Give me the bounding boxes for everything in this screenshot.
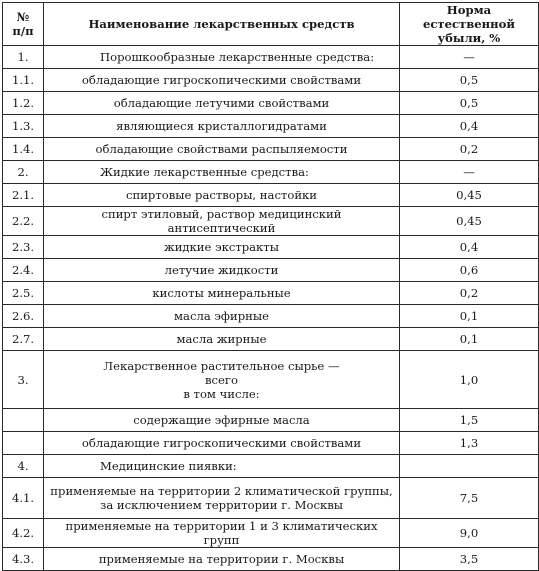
table-row	[3, 351, 539, 409]
row-norm: 0,4	[400, 115, 539, 138]
table-row	[3, 138, 539, 161]
row-norm: 0,45	[400, 184, 539, 207]
header-name: Наименование лекарственных средств	[44, 3, 400, 46]
row-norm: 0,5	[400, 69, 539, 92]
table-header-row	[3, 3, 539, 46]
table-row	[3, 409, 539, 432]
row-name: Медицинские пиявки:	[44, 455, 400, 478]
row-name: применяемые на территории 1 и 3 климатических групп	[44, 519, 400, 548]
row-norm: 0,1	[400, 305, 539, 328]
table-row	[3, 328, 539, 351]
table-row	[3, 259, 539, 282]
row-name: спиртовые растворы, настойки	[44, 184, 400, 207]
row-name: Лекарственное растительное сырье — всего в том числе:	[44, 351, 400, 409]
table-row	[3, 115, 539, 138]
row-number: 2.4.	[3, 259, 44, 282]
row-number: 2.3.	[3, 236, 44, 259]
row-norm: 1,5	[400, 409, 539, 432]
row-number	[3, 409, 44, 432]
table-row	[3, 432, 539, 455]
row-number: 1.2.	[3, 92, 44, 115]
row-number: 4.	[3, 455, 44, 478]
row-number: 4.2.	[3, 519, 44, 548]
header-number: № п/п	[3, 3, 44, 46]
row-name: жидкие экстракты	[44, 236, 400, 259]
row-number: 2.2.	[3, 207, 44, 236]
row-name: Жидкие лекарственные средства:	[44, 161, 400, 184]
norms-table	[2, 2, 539, 571]
row-number: 2.	[3, 161, 44, 184]
header-norm: Норма естественной убыли, %	[400, 3, 539, 46]
row-norm: 0,5	[400, 92, 539, 115]
row-norm: —	[400, 46, 539, 69]
row-name: являющиеся кристаллогидратами	[44, 115, 400, 138]
row-name: обладающие гигроскопическими свойствами	[44, 69, 400, 92]
table-row	[3, 46, 539, 69]
row-name: обладающие летучими свойствами	[44, 92, 400, 115]
row-name: кислоты минеральные	[44, 282, 400, 305]
row-name: применяемые на территории г. Москвы	[44, 548, 400, 571]
row-number	[3, 432, 44, 455]
table-row	[3, 478, 539, 519]
row-number: 1.1.	[3, 69, 44, 92]
row-name: масла жирные	[44, 328, 400, 351]
row-number: 2.7.	[3, 328, 44, 351]
row-norm	[400, 455, 539, 478]
table-row	[3, 548, 539, 571]
row-norm: 0,2	[400, 138, 539, 161]
row-norm: 0,1	[400, 328, 539, 351]
table-row	[3, 455, 539, 478]
table-row	[3, 161, 539, 184]
table-row	[3, 69, 539, 92]
row-number: 4.1.	[3, 478, 44, 519]
row-norm: 7,5	[400, 478, 539, 519]
row-name: применяемые на территории 2 климатической группы, за исключением территории г. Москвы	[44, 478, 400, 519]
row-norm: —	[400, 161, 539, 184]
row-norm: 0,6	[400, 259, 539, 282]
row-norm: 0,4	[400, 236, 539, 259]
row-number: 2.1.	[3, 184, 44, 207]
table-row	[3, 184, 539, 207]
row-name: масла эфирные	[44, 305, 400, 328]
norms-document	[2, 2, 538, 566]
row-number: 1.	[3, 46, 44, 69]
row-name: содержащие эфирные масла	[44, 409, 400, 432]
row-number: 2.6.	[3, 305, 44, 328]
row-number: 1.3.	[3, 115, 44, 138]
row-name: Порошкообразные лекарственные средства:	[44, 46, 400, 69]
row-name: летучие жидкости	[44, 259, 400, 282]
row-number: 4.3.	[3, 548, 44, 571]
row-norm: 0,2	[400, 282, 539, 305]
table-row	[3, 236, 539, 259]
row-name: обладающие свойствами распыляемости	[44, 138, 400, 161]
row-number: 3.	[3, 351, 44, 409]
table-row	[3, 282, 539, 305]
row-number: 2.5.	[3, 282, 44, 305]
row-name: спирт этиловый, раствор медицинский антисептический	[44, 207, 400, 236]
row-norm: 0,45	[400, 207, 539, 236]
table-row	[3, 519, 539, 548]
table-row	[3, 207, 539, 236]
row-norm: 9,0	[400, 519, 539, 548]
row-norm: 1,0	[400, 351, 539, 409]
row-norm: 1,3	[400, 432, 539, 455]
row-name: обладающие гигроскопическими свойствами	[44, 432, 400, 455]
table-row	[3, 92, 539, 115]
table-row	[3, 305, 539, 328]
row-norm: 3,5	[400, 548, 539, 571]
row-number: 1.4.	[3, 138, 44, 161]
